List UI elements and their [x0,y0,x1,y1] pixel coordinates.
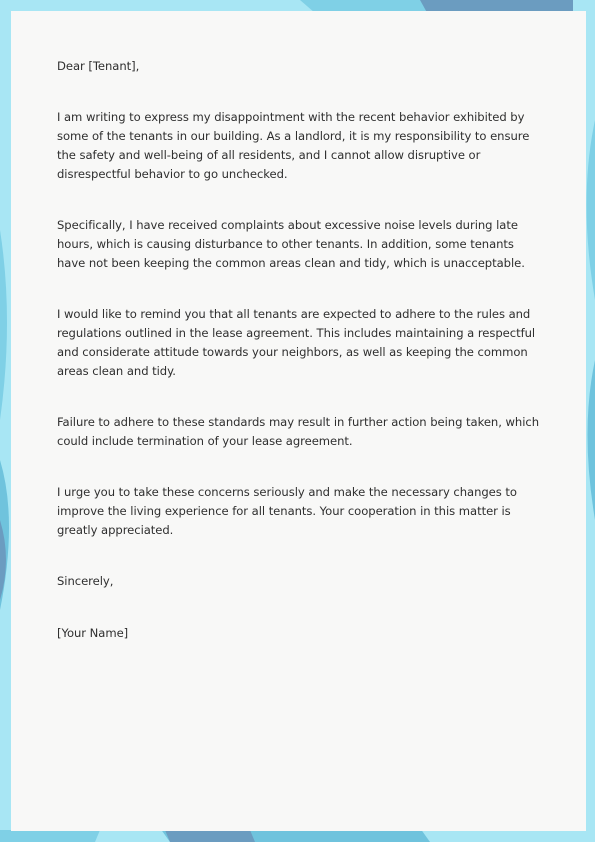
closing: Sincerely, [57,574,114,588]
letter-body [57,57,541,643]
paragraph: I would like to remind you that all tenants are expected to adhere to the rules and regulations outlined in the lease agreement. This includes maintaining a respectful and considerate attitude towards your neighbors, as well as keeping the common areas clean and tidy. [57,307,536,378]
salutation: Dear [Tenant], [57,59,140,73]
paragraph: Specifically, I have received complaints about excessive noise levels during late hours, which is causing disturbance to other tenants. In addition, some tenants have not been keeping the common areas clean and tidy, which is unacceptable. [57,218,525,270]
paragraph: Failure to adhere to these standards may result in further action being taken, which could include termination of your lease agreement. [57,415,540,448]
paragraph: I urge you to take these concerns seriously and make the necessary changes to improve the living experience for all tenants. Your cooperation in this matter is greatly appreciated. [57,485,517,537]
paragraph: I am writing to express my disappointment with the recent behavior exhibited by some of the tenants in our building. As a landlord, it is my responsibility to ensure the safety and well-being of all residents, and I cannot allow disruptive or disrespectful behavior to go unchecked. [57,110,530,181]
signature: [Your Name] [57,626,129,640]
